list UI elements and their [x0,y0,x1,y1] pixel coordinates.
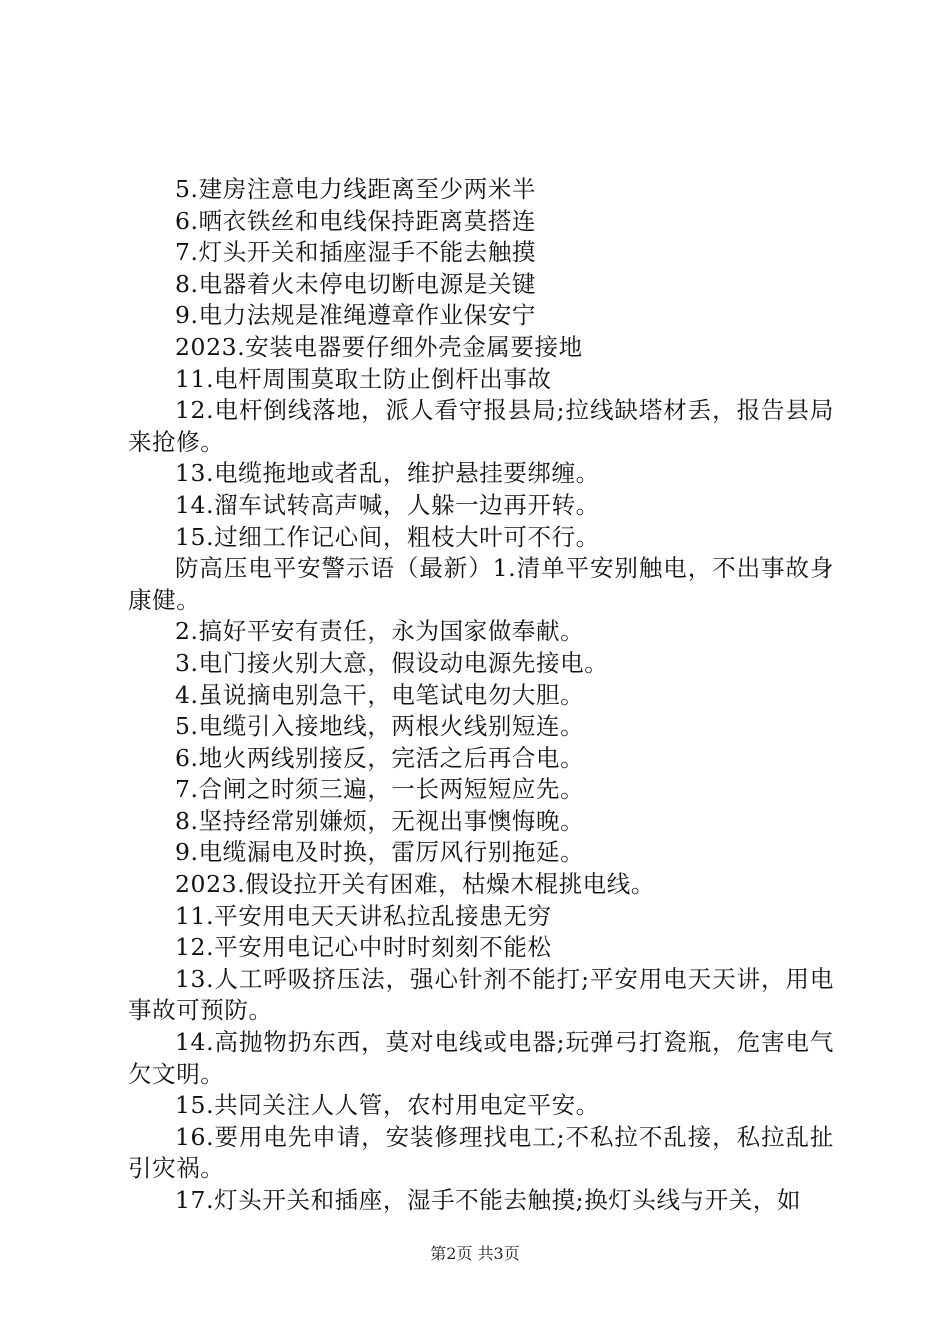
paragraph: 5.建房注意电力线距离至少两米半 [175,175,537,203]
paragraph: 2023.安装电器要仔细外壳金属要接地 [175,332,583,361]
paragraph: 7.灯头开关和插座湿手不能去触摸 [175,238,537,267]
paragraph: 9.电力法规是准绳遵章作业保安宁 [175,301,537,330]
paragraph: 16.要用电先申请，安装修理找电工;不私拉不乱接，私拉乱扯引灾祸。 [128,1122,834,1183]
paragraph: 9.电缆漏电及时换，雷厉风行别拖延。 [175,838,585,867]
paragraph: 8.坚持经常别嫌烦，无视出事懊悔晚。 [175,806,585,835]
paragraph: 17.灯头开关和插座，湿手不能去触摸;换灯头线与开关，如 [175,1186,802,1214]
paragraph: 6.地火两线别接反，完活之后再合电。 [175,743,585,772]
paragraph: 13.人工呼吸挤压法，强心针剂不能打;平安用电天天讲，用电事故可预防。 [128,964,834,1025]
paragraph: 2.搞好平安有责任，永为国家做奉献。 [175,617,585,646]
paragraph: 11.电杆周围莫取土防止倒杆出事故 [175,364,552,393]
paragraph: 6.晒衣铁丝和电线保持距离莫搭连 [175,206,537,235]
paragraph: 3.电门接火别大意，假设动电源先接电。 [175,648,609,677]
page-number-footer: 第2页 共3页 [430,1244,520,1263]
section-heading-paragraph: 防高压电平安警示语（最新）1.清单平安别触电，不出事故身康健。 [128,554,834,614]
paragraph: 13.电缆拖地或者乱，维护悬挂要绑缠。 [175,459,600,488]
paragraph: 12.电杆倒线落地，派人看守报县局;拉线缺塔材丢，报告县局来抢修。 [128,396,834,456]
paragraph: 8.电器着火未停电切断电源是关键 [175,269,537,298]
document-body [128,174,834,1217]
paragraph: 14.溜车试转高声喊，人躲一边再开转。 [175,490,600,519]
paragraph: 14.高抛物扔东西，莫对电线或电器;玩弹弓打瓷瓶，危害电气欠文明。 [128,1028,834,1088]
paragraph: 4.虽说摘电别急干，电笔试电勿大胆。 [175,680,585,709]
paragraph: 5.电缆引入接地线，两根火线别短连。 [175,712,585,741]
paragraph: 15.共同关注人人管，农村用电定平安。 [175,1091,600,1120]
paragraph: 15.过细工作记心间，粗枝大叶可不行。 [175,522,600,551]
paragraph: 7.合闸之时须三遍，一长两短短应先。 [175,775,585,804]
paragraph: 11.平安用电天天讲私拉乱接患无穷 [175,901,552,930]
paragraph: 2023.假设拉开关有困难，枯燥木棍挑电线。 [175,870,655,899]
paragraph: 12.平安用电记心中时时刻刻不能松 [175,933,552,962]
